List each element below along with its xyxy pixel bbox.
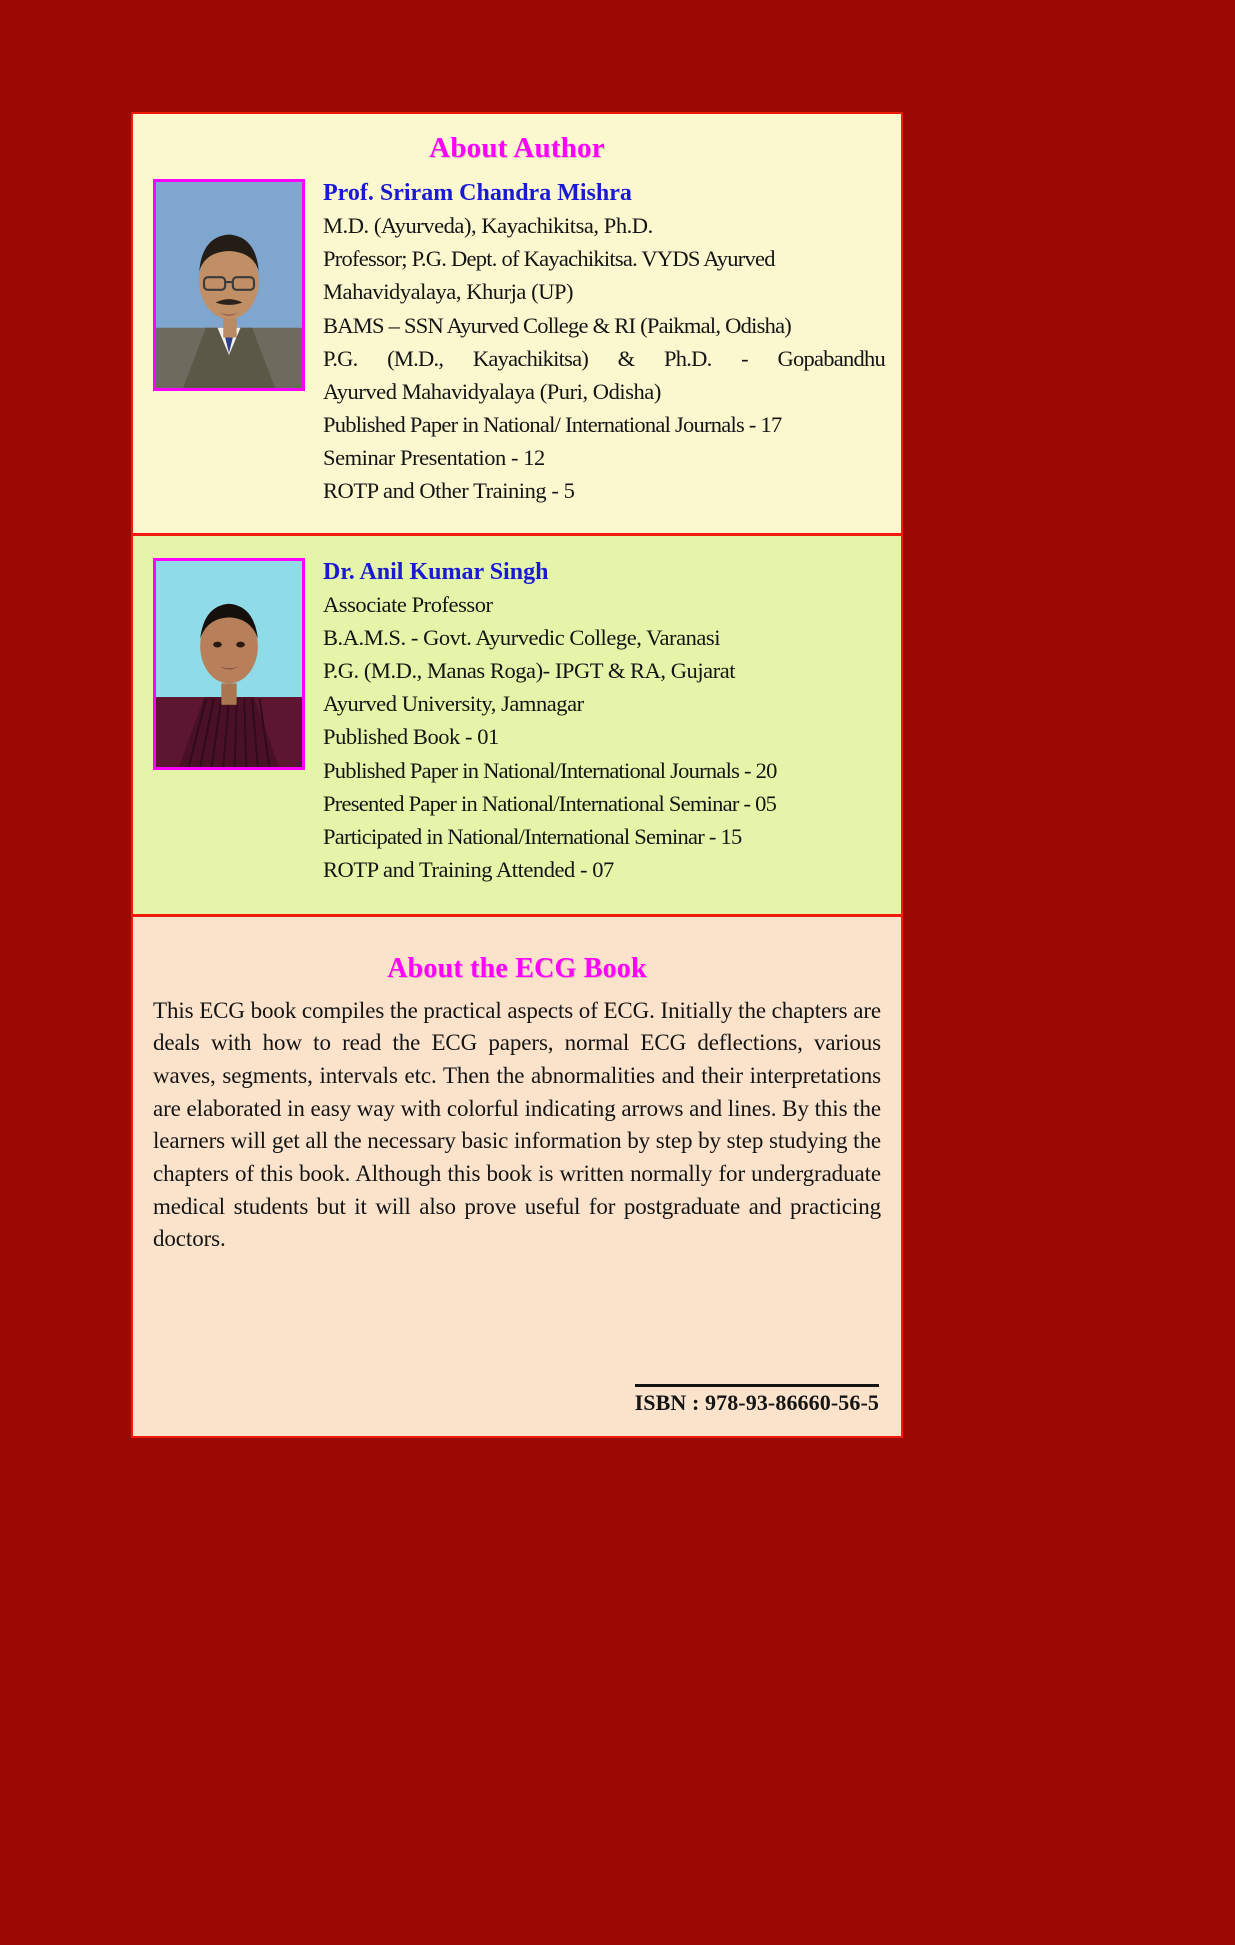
author-name-primary: Prof. Sriram Chandra Mishra bbox=[323, 180, 632, 206]
author-credential-line: Professor; P.G. Dept. of Kayachikitsa. VYDS Ayurved bbox=[323, 246, 775, 272]
second-author-credential-line: B.A.M.S. - Govt. Ayurvedic College, Varanasi bbox=[323, 625, 721, 651]
second-author-credential-line: P.G. (M.D., Manas Roga)- IPGT & RA, Gujarat bbox=[323, 658, 736, 684]
second-author-photo-wrapper bbox=[153, 558, 305, 770]
author-credential-line: Seminar Presentation - 12 bbox=[323, 444, 545, 470]
isbn-wrapper bbox=[635, 1384, 879, 1416]
portrait-illustration-icon bbox=[156, 182, 302, 388]
portrait-illustration-icon bbox=[156, 561, 302, 767]
author-photo-wrapper bbox=[153, 179, 305, 391]
author-credential-line: Ayurved Mahavidyalaya (Puri, Odisha) bbox=[323, 378, 661, 404]
second-author-credential-line: Ayurved University, Jamnagar bbox=[323, 691, 584, 717]
second-author-credential-line: Presented Paper in National/International Seminar - 05 bbox=[323, 790, 777, 816]
second-author-credential-line: Participated in National/International Seminar - 15 bbox=[323, 823, 742, 849]
about-author-heading: About Author bbox=[429, 132, 605, 164]
author-credential-line: Mahavidyalaya, Khurja (UP) bbox=[323, 279, 574, 305]
about-book-paragraph: This ECG book compiles the practical aspects of ECG. Initially the chapters are deals with how to read the ECG papers, normal ECG deflections, various waves, segments, intervals etc. Then the abnormalities and their interpretations are elaborated in easy way with colorful indicating arrows and lines. By this the learners will get all the necessary basic information by step by step studying the chapters of this book. Although this book is written normally for undergraduate medical students but it will also prove useful for postgraduate and practicing doctors. bbox=[153, 997, 881, 1252]
second-author-credential-line: Associate Professor bbox=[323, 592, 493, 618]
author-credential-line: P.G. (M.D., Kayachikitsa) & Ph.D. - Gopabandhu bbox=[323, 345, 885, 371]
second-author-credential-line: ROTP and Training Attended - 07 bbox=[323, 856, 614, 882]
content-panel bbox=[131, 112, 903, 1438]
second-author-credential-line: Published Paper in National/International Journals - 20 bbox=[323, 757, 777, 783]
second-author-credential-line: Published Book - 01 bbox=[323, 724, 499, 750]
author-photo-anil-kumar-singh bbox=[153, 558, 305, 770]
about-book-heading: About the ECG Book bbox=[387, 952, 647, 984]
author-details-secondary bbox=[323, 558, 885, 886]
author-credential-line: ROTP and Other Training - 5 bbox=[323, 477, 575, 503]
about-book-section bbox=[133, 917, 901, 1436]
second-author-section bbox=[133, 536, 901, 917]
author-row-secondary bbox=[149, 558, 885, 886]
author-credential-line: M.D. (Ayurveda), Kayachikitsa, Ph.D. bbox=[323, 213, 653, 239]
author-row-primary bbox=[149, 179, 885, 507]
author-credential-line: Published Paper in National/ International Journals - 17 bbox=[323, 411, 782, 437]
author-name-secondary: Dr. Anil Kumar Singh bbox=[323, 558, 549, 585]
about-author-section bbox=[133, 114, 901, 536]
author-credential-line: BAMS – SSN Ayurved College & RI (Paikmal, Odisha) bbox=[323, 312, 792, 338]
author-details-primary bbox=[323, 179, 885, 507]
author-photo-sriram-chandra-mishra bbox=[153, 179, 305, 391]
isbn-label: ISBN : 978-93-86660-56-5 bbox=[635, 1384, 879, 1416]
